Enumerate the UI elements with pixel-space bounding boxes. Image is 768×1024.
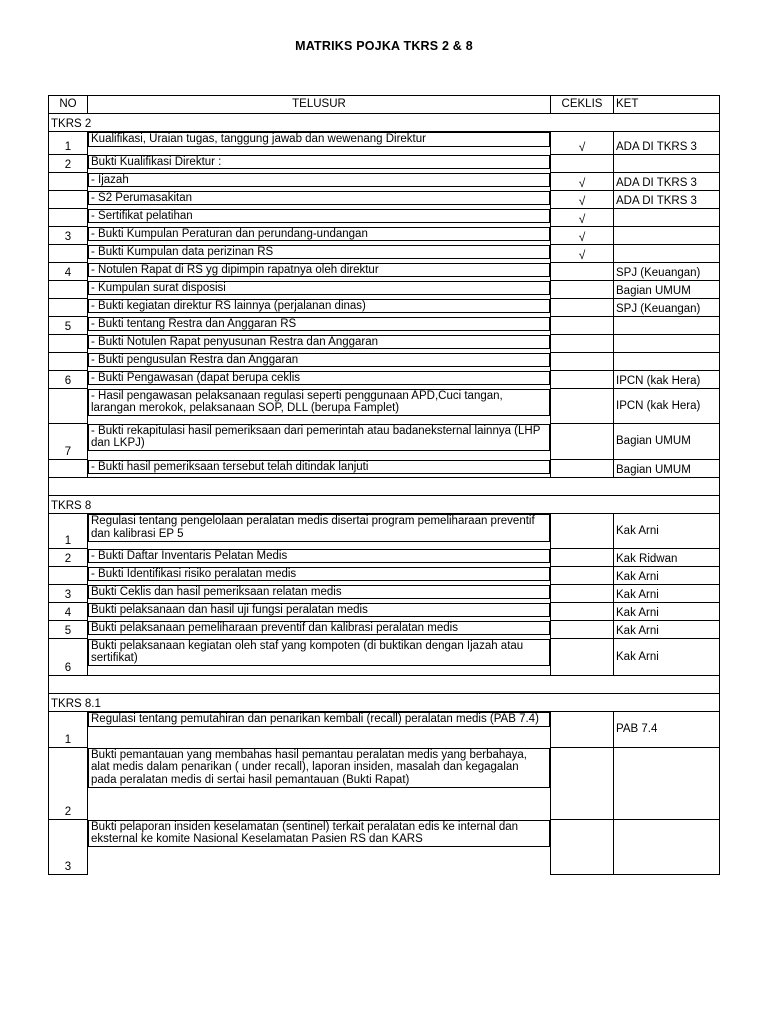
telusur-cell: Bukti pemantauan yang membahas hasil pemantau peralatan medis yang berbahaya, alat medis dalam penarikan ( under recall), laporan insiden, masalah dan kegagalan pada peralatan medis di sertai hasil pemantauan (Bukti Rapat)	[88, 748, 550, 789]
row-number	[49, 353, 88, 371]
ceklis-cell	[551, 353, 614, 371]
row-number: 6	[49, 639, 88, 676]
ket-cell: Kak Arni	[614, 639, 720, 676]
ceklis-cell	[551, 621, 614, 639]
blank-cell	[49, 676, 720, 694]
row-number: 1	[49, 132, 88, 155]
section-row	[49, 496, 720, 514]
table-row	[49, 712, 720, 748]
ket-cell	[614, 317, 720, 335]
matrix-table	[48, 95, 720, 875]
row-number: 3	[49, 585, 88, 603]
telusur-cell: - S2 Perumasakitan	[88, 191, 550, 206]
ceklis-cell	[551, 389, 614, 424]
ket-cell: IPCN (kak Hera)	[614, 371, 720, 389]
ceklis-cell	[551, 299, 614, 317]
row-number	[49, 245, 88, 263]
telusur-cell: - Bukti rekapitulasi hasil pemeriksaan dari pemerintah atau badaneksternal lainnya (LHP dan LKPJ)	[88, 424, 550, 452]
ceklis-cell: √	[551, 191, 614, 209]
row-number: 5	[49, 317, 88, 335]
telusur-cell: - Bukti kegiatan direktur RS lainnya (perjalanan dinas)	[88, 299, 550, 314]
ket-cell: Bagian UMUM	[614, 424, 720, 460]
telusur-cell: - Hasil pengawasan pelaksanaan regulasi seperti penggunaan APD,Cuci tangan, larangan merokok, pelaksanaan SOP, DLL (berupa Famplet)	[88, 389, 550, 417]
table-row	[49, 621, 720, 639]
ceklis-cell	[551, 820, 614, 875]
telusur-cell: - Bukti hasil pemeriksaan tersebut telah ditindak lanjuti	[88, 460, 550, 475]
telusur-cell: - Sertifikat pelatihan	[88, 209, 550, 224]
ket-cell	[614, 227, 720, 245]
ket-cell	[614, 245, 720, 263]
row-number	[49, 335, 88, 353]
telusur-cell: - Bukti Kumpulan data perizinan RS	[88, 245, 550, 260]
section-label: TKRS 2	[49, 114, 720, 132]
telusur-cell: Regulasi tentang pengelolaan peralatan medis disertai program pemeliharaan preventif dan kalibrasi EP 5	[88, 514, 550, 542]
telusur-cell: Bukti pelaksanaan dan hasil uji fungsi peralatan medis	[88, 603, 550, 618]
ceklis-cell	[551, 712, 614, 748]
table-row	[49, 335, 720, 353]
row-number: 4	[49, 263, 88, 281]
row-number	[49, 460, 88, 478]
table-row	[49, 514, 720, 549]
ket-cell	[614, 820, 720, 875]
telusur-cell: - Bukti Identifikasi risiko peralatan medis	[88, 567, 550, 582]
row-number	[49, 173, 88, 191]
telusur-cell: - Notulen Rapat di RS yg dipimpin rapatnya oleh direktur	[88, 263, 550, 278]
ceklis-cell: √	[551, 173, 614, 191]
table-row	[49, 209, 720, 227]
row-number	[49, 191, 88, 209]
ceklis-cell	[551, 371, 614, 389]
table-row	[49, 263, 720, 281]
ket-cell: SPJ (Keuangan)	[614, 263, 720, 281]
blank-row	[49, 676, 720, 694]
row-number: 7	[49, 424, 88, 460]
ceklis-cell	[551, 317, 614, 335]
table-row	[49, 567, 720, 585]
ket-cell	[614, 209, 720, 227]
telusur-cell: - Bukti Daftar Inventaris Pelatan Medis	[88, 549, 550, 564]
row-number: 3	[49, 820, 88, 875]
row-number	[49, 389, 88, 424]
matrix-body	[49, 114, 720, 875]
ceklis-cell: √	[551, 132, 614, 155]
section-row	[49, 694, 720, 712]
table-row	[49, 299, 720, 317]
ket-cell: SPJ (Keuangan)	[614, 299, 720, 317]
telusur-cell: Bukti Kualifikasi Direktur :	[88, 155, 550, 170]
telusur-cell: - Kumpulan surat disposisi	[88, 281, 550, 296]
ceklis-cell	[551, 603, 614, 621]
table-row	[49, 748, 720, 820]
row-number: 3	[49, 227, 88, 245]
row-number	[49, 299, 88, 317]
telusur-cell: - Bukti pengusulan Restra dan Anggaran	[88, 353, 550, 368]
table-row	[49, 281, 720, 299]
blank-row	[49, 478, 720, 496]
ket-cell: Kak Arni	[614, 603, 720, 621]
ket-cell: Kak Arni	[614, 514, 720, 549]
row-number	[49, 209, 88, 227]
ket-cell: PAB 7.4	[614, 712, 720, 748]
ceklis-cell	[551, 748, 614, 820]
ket-cell: Bagian UMUM	[614, 460, 720, 478]
ket-cell: ADA DI TKRS 3	[614, 173, 720, 191]
ket-cell	[614, 748, 720, 820]
table-row	[49, 245, 720, 263]
ceklis-cell	[551, 263, 614, 281]
ceklis-cell	[551, 514, 614, 549]
row-number: 1	[49, 712, 88, 748]
ceklis-cell	[551, 549, 614, 567]
ceklis-cell: √	[551, 245, 614, 263]
row-number: 6	[49, 371, 88, 389]
table-row	[49, 585, 720, 603]
row-number: 5	[49, 621, 88, 639]
telusur-cell: - Bukti Pengawasan (dapat berupa ceklis	[88, 371, 550, 386]
blank-cell	[49, 478, 720, 496]
table-row	[49, 424, 720, 460]
header-telusur: TELUSUR	[88, 96, 551, 114]
table-row	[49, 353, 720, 371]
ket-cell	[614, 335, 720, 353]
ceklis-cell	[551, 585, 614, 603]
ket-cell	[614, 353, 720, 371]
ceklis-cell	[551, 155, 614, 173]
header-no: NO	[49, 96, 88, 114]
table-row	[49, 155, 720, 173]
ket-cell: ADA DI TKRS 3	[614, 191, 720, 209]
table-row	[49, 820, 720, 875]
table-row	[49, 371, 720, 389]
row-number: 2	[49, 549, 88, 567]
table-row	[49, 132, 720, 155]
table-row	[49, 389, 720, 424]
ket-cell: IPCN (kak Hera)	[614, 389, 720, 424]
ket-cell: Kak Arni	[614, 567, 720, 585]
telusur-cell: Bukti Ceklis dan hasil pemeriksaan relatan medis	[88, 585, 550, 600]
ket-cell: Kak Arni	[614, 621, 720, 639]
row-number	[49, 567, 88, 585]
ket-cell: Kak Arni	[614, 585, 720, 603]
table-row	[49, 317, 720, 335]
telusur-cell: Bukti pelaporan insiden keselamatan (sentinel) terkait peralatan edis ke internal dan eksternal ke komite Nasional Keselamatan Pasien RS dan KARS	[88, 820, 550, 848]
ceklis-cell	[551, 567, 614, 585]
telusur-cell: Kualifikasi, Uraian tugas, tanggung jawab dan wewenang Direktur	[88, 132, 550, 147]
ceklis-cell	[551, 335, 614, 353]
telusur-cell: Regulasi tentang pemutahiran dan penarikan kembali (recall) peralatan medis (PAB 7.4)	[88, 712, 550, 727]
telusur-cell: Bukti pelaksanaan kegiatan oleh staf yang kompoten (di buktikan dengan Ijazah atau sertifikat)	[88, 639, 550, 667]
ceklis-cell	[551, 460, 614, 478]
ket-cell	[614, 155, 720, 173]
telusur-cell: Bukti pelaksanaan pemeliharaan preventif dan kalibrasi peralatan medis	[88, 621, 550, 636]
ceklis-cell	[551, 424, 614, 460]
telusur-cell: - Bukti tentang Restra dan Anggaran RS	[88, 317, 550, 332]
table-row	[49, 549, 720, 567]
telusur-cell: - Bukti Notulen Rapat penyusunan Restra dan Anggaran	[88, 335, 550, 350]
row-number: 4	[49, 603, 88, 621]
row-number: 2	[49, 748, 88, 820]
telusur-cell: - Ijazah	[88, 173, 550, 188]
table-row	[49, 173, 720, 191]
ket-cell: ADA DI TKRS 3	[614, 132, 720, 155]
table-row	[49, 603, 720, 621]
row-number: 2	[49, 155, 88, 173]
row-number: 1	[49, 514, 88, 549]
ket-cell: Kak Ridwan	[614, 549, 720, 567]
telusur-cell: - Bukti Kumpulan Peraturan dan perundang-undangan	[88, 227, 550, 242]
ket-cell: Bagian UMUM	[614, 281, 720, 299]
table-row	[49, 191, 720, 209]
page-title: MATRIKS POJKA TKRS 2 & 8	[295, 39, 473, 53]
ceklis-cell	[551, 281, 614, 299]
header-row	[49, 96, 720, 114]
ceklis-cell: √	[551, 227, 614, 245]
header-ceklis: CEKLIS	[551, 96, 614, 114]
ceklis-cell	[551, 639, 614, 676]
table-row	[49, 227, 720, 245]
table-row	[49, 639, 720, 676]
section-row	[49, 114, 720, 132]
row-number	[49, 281, 88, 299]
ceklis-cell: √	[551, 209, 614, 227]
header-ket: KET	[614, 96, 720, 114]
section-label: TKRS 8.1	[49, 694, 720, 712]
section-label: TKRS 8	[49, 496, 720, 514]
table-row	[49, 460, 720, 478]
